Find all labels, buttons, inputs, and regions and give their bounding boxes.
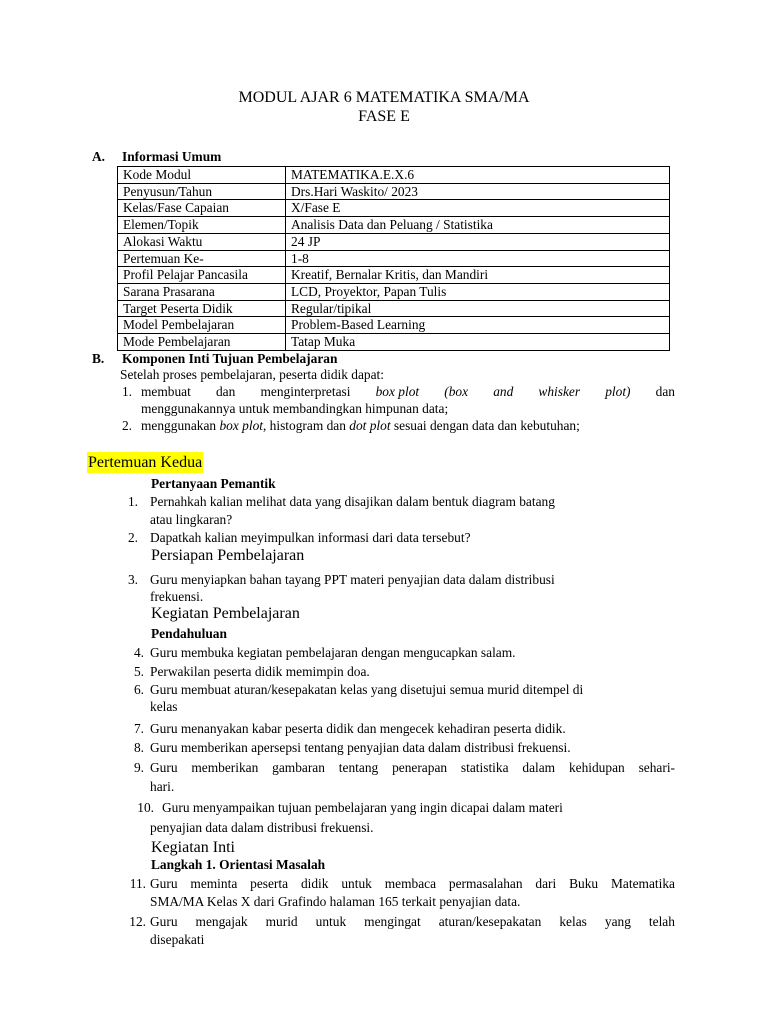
- info-value: 24 JP: [286, 233, 670, 250]
- list-word: sehari-: [638, 760, 675, 775]
- info-label: Kelas/Fase Capaian: [118, 200, 286, 217]
- list-item-continuation: atau lingkaran?: [150, 512, 233, 527]
- section-b-heading: Komponen Inti Tujuan Pembelajaran: [122, 351, 338, 366]
- list-word: permasalahan: [448, 876, 523, 891]
- list-word: didik: [300, 876, 329, 891]
- info-value: Problem-Based Learning: [286, 317, 670, 334]
- list-item-continuation: disepakati: [150, 932, 205, 947]
- info-row: [118, 167, 670, 184]
- objective-word: whisker: [538, 384, 581, 399]
- list-number: 3.: [127, 572, 138, 587]
- info-row: [118, 233, 670, 250]
- objective-number: 1.: [121, 384, 132, 399]
- info-row: [118, 334, 670, 351]
- objective-item-1-line-2: menggunakannya untuk membandingkan himpunan data;: [141, 401, 449, 416]
- objective-word: dan: [215, 384, 236, 399]
- list-number: 11.: [129, 876, 146, 891]
- list-word: gambaran: [272, 760, 325, 775]
- info-label: Model Pembelajaran: [118, 317, 286, 334]
- objective-item-1-line-1: [141, 384, 675, 400]
- list-item-justified: [150, 760, 675, 776]
- info-value: Analisis Data dan Peluang / Statistika: [286, 217, 670, 234]
- objective-word: membuat: [141, 384, 191, 399]
- info-label: Alokasi Waktu: [118, 233, 286, 250]
- list-word: meminta: [190, 876, 238, 891]
- info-value: LCD, Proyektor, Papan Tulis: [286, 283, 670, 300]
- list-item-justified: [150, 876, 675, 892]
- list-item: Guru membuat aturan/kesepakatan kelas yang disetujui semua murid ditempel di: [150, 682, 584, 697]
- pendahuluan-heading: Pendahuluan: [151, 626, 227, 641]
- list-word: aturan/kesepakatan: [438, 914, 542, 929]
- list-word: mengajak: [195, 914, 248, 929]
- meeting-heading: Pertemuan Kedua: [88, 454, 203, 471]
- info-label: Kode Modul: [118, 167, 286, 184]
- info-label: Target Peserta Didik: [118, 300, 286, 317]
- persiapan-heading: Persiapan Pembelajaran: [151, 547, 305, 564]
- list-number: 6.: [133, 682, 144, 697]
- list-word: statistika: [460, 760, 509, 775]
- list-number: 2.: [127, 530, 138, 545]
- objective-word: and: [493, 384, 514, 399]
- info-label: Mode Pembelajaran: [118, 334, 286, 351]
- info-value: Drs.Hari Waskito/ 2023: [286, 183, 670, 200]
- list-word: memberikan: [191, 760, 259, 775]
- list-item: Dapatkah kalian meyimpulkan informasi dari data tersebut?: [150, 530, 471, 545]
- langkah-1-heading: Langkah 1. Orientasi Masalah: [151, 857, 326, 872]
- list-word: telah: [648, 914, 675, 929]
- list-number: 5.: [133, 664, 144, 679]
- section-b-marker: B.: [92, 351, 105, 366]
- inti-heading: Kegiatan Inti: [151, 839, 235, 856]
- info-row: [118, 317, 670, 334]
- info-row: [118, 200, 670, 217]
- section-b-intro: Setelah proses pembelajaran, peserta didik dapat:: [120, 367, 384, 382]
- list-word: kelas: [559, 914, 587, 929]
- list-word: Guru: [150, 876, 178, 891]
- info-value: Regular/tipikal: [286, 300, 670, 317]
- list-word: membaca: [384, 876, 437, 891]
- list-item-continuation: kelas: [150, 699, 178, 714]
- info-row: [118, 183, 670, 200]
- objective-word: box plot: [375, 384, 420, 399]
- list-item-justified: [150, 914, 675, 930]
- list-word: yang: [604, 914, 631, 929]
- info-label: Elemen/Topik: [118, 217, 286, 234]
- list-item-continuation: frekuensi.: [150, 589, 204, 604]
- list-item-continuation: hari.: [150, 779, 175, 794]
- list-item-continuation: SMA/MA Kelas X dari Grafindo halaman 165 terkait penyajian data.: [150, 894, 521, 909]
- list-word: Guru: [150, 914, 178, 929]
- list-number: 12.: [129, 914, 146, 929]
- info-row: [118, 217, 670, 234]
- list-item: Guru membuka kegiatan pembelajaran dengan mengucapkan salam.: [150, 645, 516, 660]
- list-number: 8.: [133, 740, 144, 755]
- objective-number: 2.: [121, 418, 132, 433]
- list-item: Guru menanyakan kabar peserta didik dan mengecek kehadiran peserta didik.: [150, 721, 566, 736]
- objective-word: (box: [444, 384, 469, 399]
- objective-item-2: menggunakan box plot, histogram dan dot plot sesuai dengan data dan kebutuhan;: [141, 418, 580, 433]
- list-word: tentang: [338, 760, 379, 775]
- info-value: X/Fase E: [286, 200, 670, 217]
- list-word: untuk: [341, 876, 372, 891]
- list-item: Guru memberikan apersepsi tentang penyajian data dalam distribusi frekuensi.: [150, 740, 571, 755]
- list-word: mengingat: [364, 914, 421, 929]
- list-item: Perwakilan peserta didik memimpin doa.: [150, 664, 370, 679]
- info-value: Tatap Muka: [286, 334, 670, 351]
- list-number: 4.: [133, 645, 144, 660]
- info-row: [118, 300, 670, 317]
- info-table: [117, 166, 670, 351]
- list-item: Pernahkah kalian melihat data yang disajikan dalam bentuk diagram batang: [150, 494, 555, 509]
- list-word: dalam: [522, 760, 556, 775]
- list-word: untuk: [315, 914, 347, 929]
- list-number: 10.: [137, 800, 154, 815]
- kegiatan-heading: Kegiatan Pembelajaran: [151, 605, 300, 622]
- info-value: MATEMATIKA.E.X.6: [286, 167, 670, 184]
- objective-word: menginterpretasi: [260, 384, 351, 399]
- info-label: Sarana Prasarana: [118, 283, 286, 300]
- info-row: [118, 267, 670, 284]
- list-word: Guru: [150, 760, 178, 775]
- objective-word: plot): [605, 384, 631, 399]
- info-value: 1-8: [286, 250, 670, 267]
- list-word: dari: [535, 876, 557, 891]
- list-word: penerapan: [392, 760, 448, 775]
- list-word: kehidupan: [568, 760, 625, 775]
- info-label: Penyusun/Tahun: [118, 183, 286, 200]
- section-a-marker: A.: [92, 149, 106, 164]
- document-subtitle: FASE E: [358, 108, 410, 125]
- list-word: murid: [265, 914, 298, 929]
- list-item-continuation: penyajian data dalam distribusi frekuensi.: [150, 820, 374, 835]
- info-label: Profil Pelajar Pancasila: [118, 267, 286, 284]
- objective-word: dan: [655, 384, 675, 399]
- list-word: peserta: [250, 876, 289, 891]
- list-item: Guru menyampaikan tujuan pembelajaran yang ingin dicapai dalam materi: [162, 800, 563, 815]
- list-item: Guru menyiapkan bahan tayang PPT materi penyajian data dalam distribusi: [150, 572, 555, 587]
- document-title: MODUL AJAR 6 MATEMATIKA SMA/MA: [238, 89, 530, 106]
- list-number: 7.: [133, 721, 144, 736]
- info-row: [118, 250, 670, 267]
- section-a-heading: Informasi Umum: [122, 149, 222, 164]
- info-value: Kreatif, Bernalar Kritis, dan Mandiri: [286, 267, 670, 284]
- info-row: [118, 283, 670, 300]
- info-label: Pertemuan Ke-: [118, 250, 286, 267]
- pemantik-heading: Pertanyaan Pemantik: [151, 476, 276, 491]
- list-number: 1.: [127, 494, 138, 509]
- list-word: Matematika: [611, 876, 675, 891]
- list-word: Buku: [569, 876, 599, 891]
- list-number: 9.: [133, 760, 144, 775]
